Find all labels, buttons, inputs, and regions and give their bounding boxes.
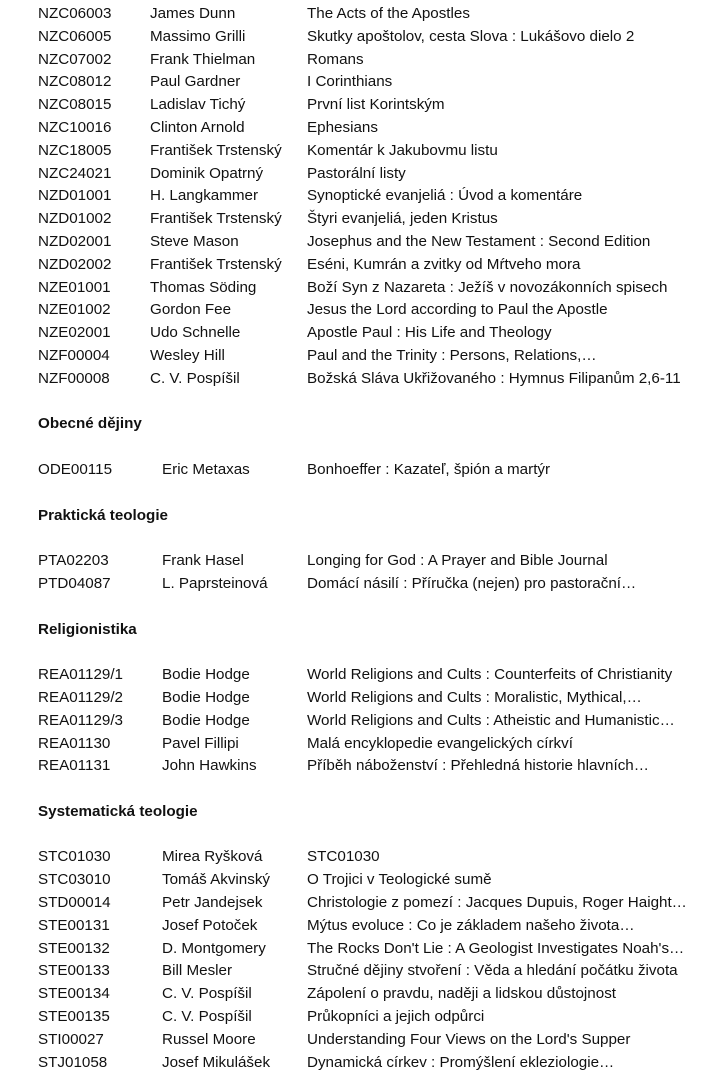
heading-spacer xyxy=(0,527,724,550)
section-spacer xyxy=(0,778,724,801)
book-title: Jesus the Lord according to Paul the Apostle xyxy=(307,301,608,319)
book-author: Eric Metaxas xyxy=(162,460,250,478)
book-code: ODE00115 xyxy=(38,460,113,478)
book-title: Malá encyklopedie evangelických církví xyxy=(307,734,573,752)
book-author: Petr Jandejsek xyxy=(162,894,263,912)
section-heading: Religionistika xyxy=(38,620,137,638)
book-code: REA01130 xyxy=(38,734,111,752)
book-author: Tomáš Akvinský xyxy=(162,871,271,889)
catalog-section xyxy=(0,778,724,1074)
book-code: NZC08012 xyxy=(38,73,112,91)
book-code: STC01030 xyxy=(38,848,111,866)
book-code: NZD01001 xyxy=(38,187,112,205)
book-code: NZE01002 xyxy=(38,301,111,319)
book-entry-row xyxy=(0,163,724,186)
book-title: Romans xyxy=(307,50,364,68)
book-author: C. V. Pospíšil xyxy=(162,1008,252,1026)
book-title: World Religions and Cults : Counterfeits of Christianity xyxy=(307,666,673,684)
book-code: PTA02203 xyxy=(38,552,109,570)
book-title: The Acts of the Apostles xyxy=(307,5,470,22)
book-code: NZE02001 xyxy=(38,324,111,342)
book-author: L. Paprsteinová xyxy=(162,574,268,592)
book-title: Longing for God : A Prayer and Bible Journal xyxy=(307,552,608,570)
book-code: NZC06005 xyxy=(38,27,112,45)
book-entry-row xyxy=(0,26,724,49)
book-code: STI00027 xyxy=(38,1030,104,1048)
book-entry-row xyxy=(0,915,724,938)
book-author: Paul Gardner xyxy=(150,73,241,91)
book-title: Dynamická církev : Promýšlení ekleziologie… xyxy=(307,1053,615,1071)
section-spacer xyxy=(0,391,724,414)
book-author: H. Langkammer xyxy=(150,187,259,205)
book-author: Bill Mesler xyxy=(162,962,233,980)
book-code: STE00134 xyxy=(38,985,110,1003)
book-code: NZD02002 xyxy=(38,255,112,273)
book-code: NZD01002 xyxy=(38,210,112,228)
book-code: NZE01001 xyxy=(38,278,111,296)
book-author: Frank Hasel xyxy=(162,552,244,570)
book-entry-row xyxy=(0,846,724,869)
book-code: STE00135 xyxy=(38,1008,110,1026)
book-code: STE00132 xyxy=(38,939,110,957)
book-entry-row xyxy=(0,755,724,778)
book-author: Ladislav Tichý xyxy=(150,96,246,114)
book-title: The Rocks Don't Lie : A Geologist Investigates Noah's… xyxy=(307,939,685,957)
book-entry-row xyxy=(0,869,724,892)
book-code: NZC06003 xyxy=(38,5,112,22)
book-author: C. V. Pospíšil xyxy=(162,985,252,1003)
book-author: Russel Moore xyxy=(162,1030,256,1048)
book-entry-row xyxy=(0,960,724,983)
book-author: D. Montgomery xyxy=(162,939,266,957)
book-entry-row xyxy=(0,49,724,72)
book-title: Domácí násilí : Příručka (nejen) pro pastorační… xyxy=(307,574,637,592)
book-title: Zápolení o pravdu, naději a lidskou důstojnost xyxy=(307,985,617,1003)
book-title: Josephus and the New Testament : Second Edition xyxy=(307,232,651,250)
catalog-section xyxy=(0,391,724,482)
book-code: NZF00004 xyxy=(38,346,110,364)
book-title: Understanding Four Views on the Lord's Supper xyxy=(307,1030,631,1048)
book-code: NZC18005 xyxy=(38,141,112,159)
book-code: REA01129/3 xyxy=(38,711,123,729)
book-title: I Corinthians xyxy=(307,73,393,91)
book-title: STC01030 xyxy=(307,848,380,866)
book-list-document xyxy=(0,3,724,1074)
book-title: Bonhoeffer : Kazateľ, špión a martýr xyxy=(307,460,551,478)
book-title: Štyri evanjeliá, jeden Kristus xyxy=(307,210,498,228)
book-author: Mirea Ryšková xyxy=(162,848,263,866)
book-code: REA01129/2 xyxy=(38,688,123,706)
catalog-section xyxy=(0,3,724,391)
book-entry-row xyxy=(0,573,724,596)
book-entry-row xyxy=(0,254,724,277)
book-author: Steve Mason xyxy=(150,232,239,250)
book-entry-row xyxy=(0,1052,724,1074)
section-heading: Praktická teologie xyxy=(38,506,168,524)
book-author: Clinton Arnold xyxy=(150,118,245,136)
book-title: Příběh náboženství : Přehledná historie hlavních… xyxy=(307,757,649,775)
book-title: Apostle Paul : His Life and Theology xyxy=(307,324,552,342)
book-entry-row xyxy=(0,345,724,368)
book-code: NZD02001 xyxy=(38,232,112,250)
book-author: Wesley Hill xyxy=(150,346,225,364)
book-entry-row xyxy=(0,299,724,322)
heading-spacer xyxy=(0,436,724,459)
book-author: Bodie Hodge xyxy=(162,711,250,729)
book-author: Dominik Opatrný xyxy=(150,164,264,182)
book-title: World Religions and Cults : Moralistic, Mythical,… xyxy=(307,688,642,706)
book-title: Paul and the Trinity : Persons, Relations,… xyxy=(307,346,597,364)
book-author: Udo Schnelle xyxy=(150,324,241,342)
book-title: Boží Syn z Nazareta : Ježíš v novozákonních spisech xyxy=(307,278,668,296)
book-entry-row xyxy=(0,94,724,117)
book-entry-row xyxy=(0,664,724,687)
book-author: František Trstenský xyxy=(150,255,282,273)
heading-spacer xyxy=(0,641,724,664)
book-title: World Religions and Cults : Atheistic and Humanistic… xyxy=(307,711,675,729)
book-author: Josef Potoček xyxy=(162,916,258,934)
book-title: Eséni, Kumrán a zvitky od Mŕtveho mora xyxy=(307,255,581,273)
book-title: Mýtus evoluce : Co je základem našeho života… xyxy=(307,916,635,934)
section-spacer xyxy=(0,596,724,619)
book-author: František Trstenský xyxy=(150,141,282,159)
catalog-section xyxy=(0,482,724,596)
book-entry-row xyxy=(0,208,724,231)
book-code: NZC08015 xyxy=(38,96,112,114)
book-code: NZC07002 xyxy=(38,50,112,68)
book-title: Skutky apoštolov, cesta Slova : Lukášovo dielo 2 xyxy=(307,27,635,45)
book-entry-row xyxy=(0,892,724,915)
book-title: O Trojici v Teologické sumě xyxy=(307,871,492,889)
book-entry-row xyxy=(0,368,724,391)
book-author: Bodie Hodge xyxy=(162,666,250,684)
book-title: Pastorální listy xyxy=(307,164,406,182)
book-entry-row xyxy=(0,117,724,140)
catalog-section xyxy=(0,596,724,778)
book-author: Bodie Hodge xyxy=(162,688,250,706)
book-entry-row xyxy=(0,733,724,756)
book-code: NZF00008 xyxy=(38,369,110,387)
section-spacer xyxy=(0,482,724,505)
book-entry-row xyxy=(0,687,724,710)
book-code: STJ01058 xyxy=(38,1053,108,1071)
book-title: Komentár k Jakubovmu listu xyxy=(307,141,498,159)
book-entry-row xyxy=(0,1029,724,1052)
book-author: Gordon Fee xyxy=(150,301,232,319)
book-code: REA01129/1 xyxy=(38,666,123,684)
book-entry-row xyxy=(0,459,724,482)
book-title: Christologie z pomezí : Jacques Dupuis, Roger Haight… xyxy=(307,894,687,912)
book-author: Pavel Fillipi xyxy=(162,734,239,752)
book-author: Massimo Grilli xyxy=(150,27,246,45)
book-entry-row xyxy=(0,322,724,345)
book-entry-row xyxy=(0,71,724,94)
book-entry-row xyxy=(0,1006,724,1029)
book-code: NZC10016 xyxy=(38,118,112,136)
book-title: Průkopníci a jejich odpůrci xyxy=(307,1008,485,1026)
book-entry-row xyxy=(0,710,724,733)
book-entry-row xyxy=(0,3,724,26)
book-author: Josef Mikulášek xyxy=(162,1053,271,1071)
section-heading: Obecné dějiny xyxy=(38,415,142,433)
book-code: REA01131 xyxy=(38,757,111,775)
book-author: František Trstenský xyxy=(150,210,282,228)
book-entry-row xyxy=(0,938,724,961)
book-entry-row xyxy=(0,140,724,163)
book-title: První list Korintským xyxy=(307,96,445,114)
section-heading: Systematická teologie xyxy=(38,802,198,820)
book-code: STD00014 xyxy=(38,894,111,912)
book-title: Stručné dějiny stvoření : Věda a hledání počátku života xyxy=(307,962,678,980)
book-author: John Hawkins xyxy=(162,757,257,775)
book-author: C. V. Pospíšil xyxy=(150,369,240,387)
book-entry-row xyxy=(0,550,724,573)
book-code: STE00133 xyxy=(38,962,110,980)
heading-spacer xyxy=(0,824,724,847)
book-code: STC03010 xyxy=(38,871,111,889)
book-author: Frank Thielman xyxy=(150,50,256,68)
book-author: James Dunn xyxy=(150,5,236,22)
book-title: Ephesians xyxy=(307,118,378,136)
book-code: NZC24021 xyxy=(38,164,112,182)
book-code: PTD04087 xyxy=(38,574,111,592)
book-title: Synoptické evanjeliá : Úvod a komentáre xyxy=(307,187,583,205)
book-entry-row xyxy=(0,231,724,254)
book-entry-row xyxy=(0,185,724,208)
book-title: Božská Sláva Ukřižovaného : Hymnus Filipanům 2,6-11 xyxy=(307,369,681,387)
book-entry-row xyxy=(0,983,724,1006)
book-code: STE00131 xyxy=(38,916,110,934)
book-author: Thomas Söding xyxy=(150,278,257,296)
book-entry-row xyxy=(0,277,724,300)
